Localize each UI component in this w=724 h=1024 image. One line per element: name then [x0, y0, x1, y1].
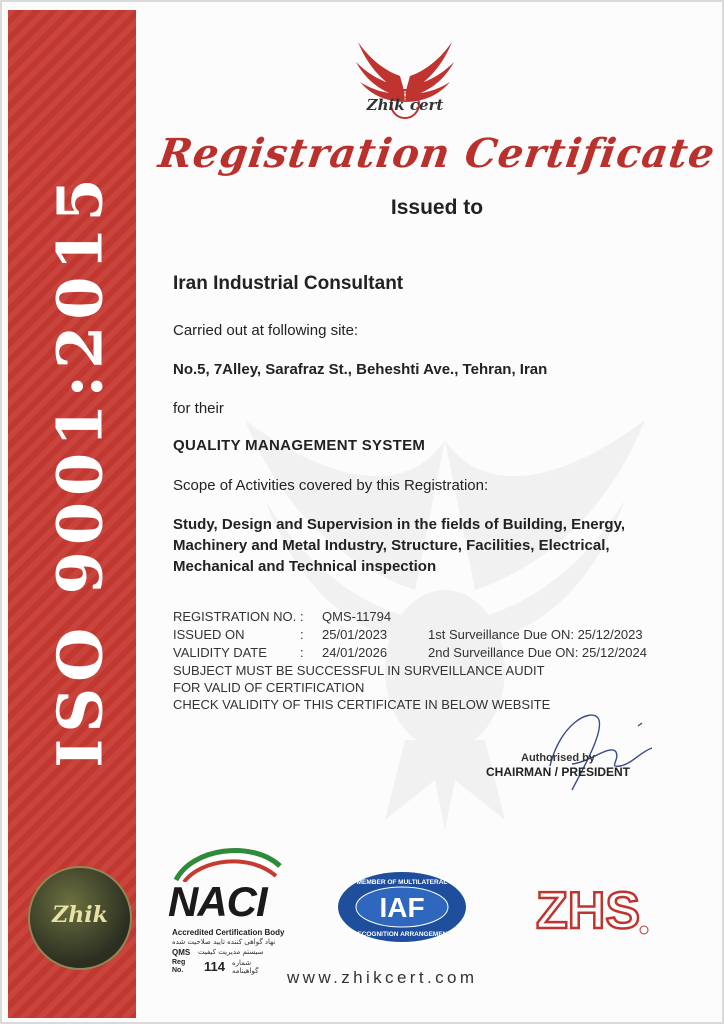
website-url: www.zhikcert.com [287, 968, 478, 987]
company-name: Iran Industrial Consultant [173, 273, 404, 294]
registration-no-value: QMS-11794 [322, 609, 392, 624]
iaf-bottom-text: RECOGNITION ARRANGEMENT [352, 931, 452, 938]
naci-no: No. [172, 967, 184, 974]
first-surveillance: 1st Surveillance Due ON: 25/12/2023 [428, 627, 643, 642]
site-label: Carried out at following site: [173, 322, 359, 339]
registration-no-label: REGISTRATION NO. [173, 609, 297, 624]
for-their-label: for their [173, 400, 224, 417]
naci-name: NACI [168, 878, 267, 925]
logo-text: Zhik cert [366, 96, 444, 114]
second-surveillance: 2nd Surveillance Due ON: 25/12/2024 [428, 645, 647, 660]
iaf-name: IAF [379, 892, 425, 923]
naci-accreditation-logo [162, 842, 286, 982]
validity-date-value: 24/01/2026 [322, 645, 388, 660]
hologram-seal [30, 868, 130, 968]
zhs-logo-icon [532, 880, 650, 936]
issued-on-value: 25/01/2023 [322, 627, 388, 642]
separator: : [300, 627, 304, 642]
scope-line: Mechanical and Technical inspection [173, 558, 437, 575]
note-line: SUBJECT MUST BE SUCCESSFUL IN SURVEILLANCE AUDIT [173, 663, 545, 678]
naci-shomare: شماره [232, 959, 252, 967]
certificate-title: Registration Certificate [155, 130, 719, 177]
naci-number: 114 [204, 959, 225, 974]
site-address: No.5, 7Alley, Sarafraz St., Beheshti Ave., Tehran, Iran [173, 361, 548, 378]
registration-labels [173, 608, 296, 662]
iaf-top-text: MEMBER OF MULTILATERAL [356, 879, 448, 886]
separator: : [300, 645, 304, 660]
scope-line: Study, Design and Supervision in the fields of Building, Energy, [173, 516, 625, 533]
naci-swoosh-icon [162, 842, 286, 882]
red-sidebar [8, 10, 136, 1018]
registration-separators [300, 608, 304, 662]
management-system: QUALITY MANAGEMENT SYSTEM [173, 437, 426, 454]
signature-icon [520, 704, 660, 794]
zhs-text: ZHS [536, 882, 640, 936]
naci-reg: Reg [172, 959, 186, 966]
naci-persian-qms: سیستم مدیریت کیفیت [198, 948, 264, 956]
scope-line: Machinery and Metal Industry, Structure, Facilities, Electrical, [173, 537, 610, 554]
naci-accredited: Accredited Certification Body [172, 928, 285, 937]
note-line: FOR VALID OF CERTIFICATION [173, 680, 365, 695]
authorised-by-label: Authorised by [521, 752, 595, 764]
iso-standard-label: ISO 9001:2015 [43, 172, 117, 768]
naci-reg-label [172, 959, 185, 975]
issued-on-label: ISSUED ON [173, 627, 245, 642]
scope-text [173, 514, 673, 577]
issued-to-heading: Issued to [390, 196, 484, 219]
validity-date-label: VALIDITY DATE [173, 645, 267, 660]
seal-text: Zhik [52, 902, 108, 928]
certificate-notes [173, 662, 550, 713]
naci-persian-line: نهاد گواهی کننده تایید صلاحیت شده [172, 938, 276, 946]
iaf-logo-icon [336, 870, 468, 944]
chairman-label: CHAIRMAN / PRESIDENT [486, 765, 631, 779]
naci-persian-number-label [232, 959, 258, 975]
naci-govahiname: گواهینامه [232, 967, 259, 975]
surveillance-dates [428, 626, 647, 662]
separator: : [300, 609, 304, 624]
scope-label: Scope of Activities covered by this Registration: [173, 477, 489, 494]
note-line: CHECK VALIDITY OF THIS CERTIFICATE IN BELOW WEBSITE [173, 697, 551, 712]
zhikcert-logo-icon [350, 32, 460, 132]
naci-qms: QMS [172, 948, 191, 957]
registration-values [322, 608, 391, 662]
